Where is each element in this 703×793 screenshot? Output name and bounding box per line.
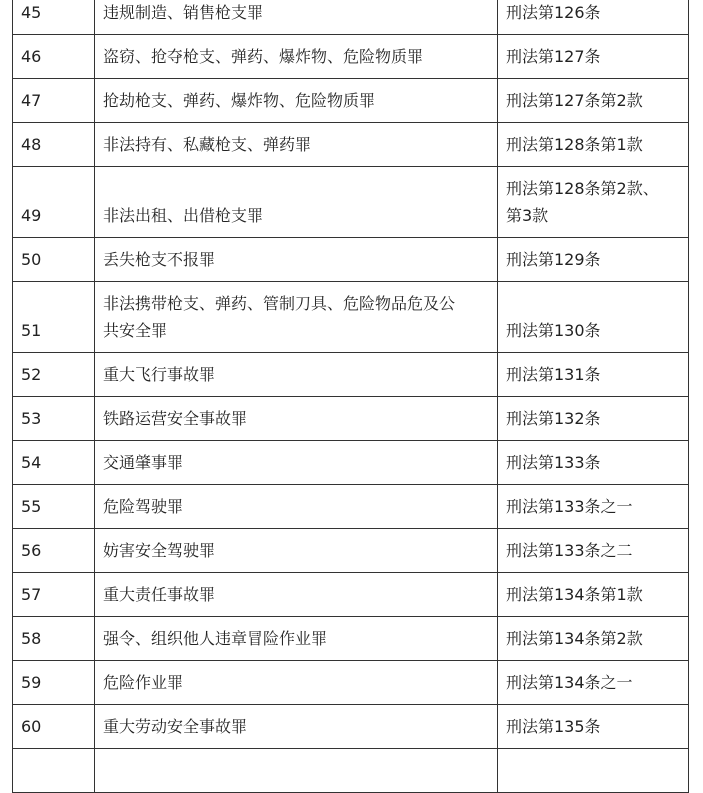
table-row [13,441,689,485]
law-article [498,167,689,238]
law-article: 刑法第135条 [498,705,689,749]
row-number: 51 [13,282,95,353]
table-row [13,353,689,397]
table-row [13,661,689,705]
crime-name: 盗窃、抢夺枪支、弹药、爆炸物、危险物质罪 [95,35,498,79]
crime-name-line: 非法携带枪支、弹药、管制刀具、危险物品危及公 [103,294,456,313]
crime-name-line: 共安全罪 [103,321,168,340]
table-row [13,167,689,238]
table-row [13,79,689,123]
table-row [13,529,689,573]
table-row [13,123,689,167]
row-number: 52 [13,353,95,397]
crime-name: 非法出租、出借枪支罪 [95,167,498,238]
law-article: 刑法第134条第2款 [498,617,689,661]
law-article: 刑法第134条第1款 [498,573,689,617]
law-article-line: 第3款 [506,206,549,225]
crime-name: 强令、组织他人违章冒险作业罪 [95,617,498,661]
law-article: 刑法第130条 [498,282,689,353]
row-number: 53 [13,397,95,441]
crime-name: 妨害安全驾驶罪 [95,529,498,573]
row-number: 57 [13,573,95,617]
row-number: 60 [13,705,95,749]
table-row [13,35,689,79]
row-number: 45 [13,0,95,35]
row-number: 55 [13,485,95,529]
law-article: 刑法第131条 [498,353,689,397]
crime-name: 铁路运营安全事故罪 [95,397,498,441]
crime-name: 重大飞行事故罪 [95,353,498,397]
crime-name: 丢失枪支不报罪 [95,238,498,282]
row-number [13,749,95,793]
crime-name: 重大责任事故罪 [95,573,498,617]
row-number: 48 [13,123,95,167]
law-article: 刑法第127条 [498,35,689,79]
table-row [13,282,689,353]
row-number: 59 [13,661,95,705]
row-number: 56 [13,529,95,573]
law-article: 刑法第132条 [498,397,689,441]
crime-name: 危险作业罪 [95,661,498,705]
table-row [13,749,689,793]
row-number: 47 [13,79,95,123]
law-article: 刑法第128条第1款 [498,123,689,167]
table-row [13,573,689,617]
law-article [498,749,689,793]
law-article-line: 刑法第128条第2款、 [506,179,659,198]
law-article: 刑法第133条之二 [498,529,689,573]
row-number: 49 [13,167,95,238]
row-number: 50 [13,238,95,282]
table-row [13,397,689,441]
table-row [13,238,689,282]
law-article: 刑法第133条 [498,441,689,485]
table-row [13,617,689,661]
law-article: 刑法第126条 [498,0,689,35]
row-number: 58 [13,617,95,661]
crime-name: 交通肇事罪 [95,441,498,485]
crime-name [95,282,498,353]
row-number: 46 [13,35,95,79]
law-article: 刑法第129条 [498,238,689,282]
crime-name: 违规制造、销售枪支罪 [95,0,498,35]
table-row [13,485,689,529]
law-article: 刑法第134条之一 [498,661,689,705]
table-row [13,705,689,749]
row-number: 54 [13,441,95,485]
law-article: 刑法第133条之一 [498,485,689,529]
law-article: 刑法第127条第2款 [498,79,689,123]
crime-name [95,749,498,793]
crime-list-table [12,0,689,793]
table-row [13,0,689,35]
crime-name: 重大劳动安全事故罪 [95,705,498,749]
crime-name: 非法持有、私藏枪支、弹药罪 [95,123,498,167]
crime-name: 危险驾驶罪 [95,485,498,529]
crime-name: 抢劫枪支、弹药、爆炸物、危险物质罪 [95,79,498,123]
